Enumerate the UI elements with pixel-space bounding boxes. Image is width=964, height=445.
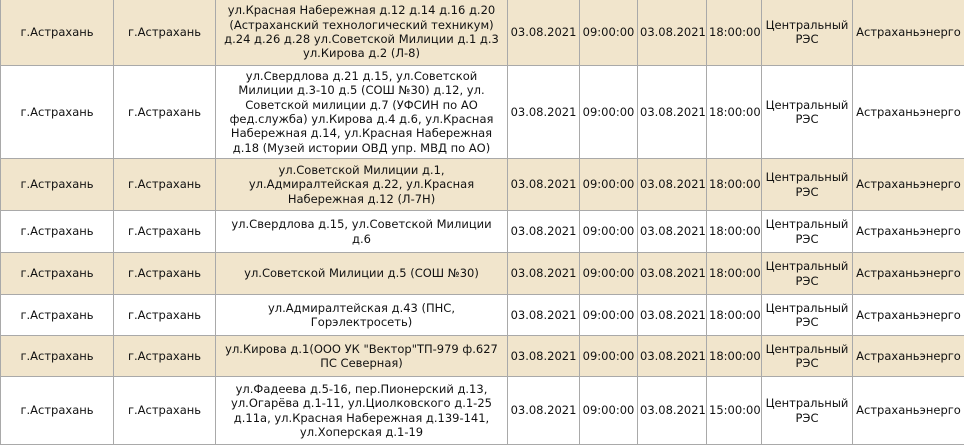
- address-cell: ул.Кирова д.1(ООО УК "Вектор"ТП-979 ф.627 ПС Северная): [216, 336, 508, 377]
- settlement-cell: г.Астрахань: [114, 253, 216, 295]
- table-row: [1, 377, 964, 445]
- res-cell: Центральный РЭС: [762, 253, 853, 295]
- start-time-cell: 09:00:00: [580, 253, 638, 295]
- start-date-cell: 03.08.2021: [508, 336, 580, 377]
- district-cell: г.Астрахань: [1, 211, 114, 253]
- district-cell: г.Астрахань: [1, 377, 114, 445]
- start-date-cell: 03.08.2021: [508, 377, 580, 445]
- table-row: [1, 0, 964, 66]
- res-cell: Центральный РЭС: [762, 211, 853, 253]
- district-cell: г.Астрахань: [1, 0, 114, 66]
- address-cell: ул.Советской Милиции д.5 (СОШ №30): [216, 253, 508, 295]
- start-time-cell: 09:00:00: [580, 336, 638, 377]
- res-cell: Центральный РЭС: [762, 0, 853, 66]
- company-cell: Астраханьэнерго: [853, 295, 964, 336]
- res-cell: Центральный РЭС: [762, 336, 853, 377]
- district-cell: г.Астрахань: [1, 295, 114, 336]
- address-cell: ул.Адмиралтейская д.43 (ПНС, Горэлектросеть): [216, 295, 508, 336]
- start-time-cell: 09:00:00: [580, 159, 638, 211]
- start-time-cell: 09:00:00: [580, 295, 638, 336]
- settlement-cell: г.Астрахань: [114, 66, 216, 159]
- end-date-cell: 03.08.2021: [638, 159, 707, 211]
- end-date-cell: 03.08.2021: [638, 211, 707, 253]
- address-cell: ул.Фадеева д.5-16, пер.Пионерский д.13, ул.Огарёва д.1-11, ул.Циолковского д.1-25 д.11а, ул.Красная Набережная д.139-141, ул.Хоперская д.1-19: [216, 377, 508, 445]
- table-row: [1, 159, 964, 211]
- start-date-cell: 03.08.2021: [508, 253, 580, 295]
- start-time-cell: 09:00:00: [580, 66, 638, 159]
- end-date-cell: 03.08.2021: [638, 295, 707, 336]
- start-date-cell: 03.08.2021: [508, 295, 580, 336]
- table-row: [1, 295, 964, 336]
- settlement-cell: г.Астрахань: [114, 0, 216, 66]
- company-cell: Астраханьэнерго: [853, 211, 964, 253]
- company-cell: Астраханьэнерго: [853, 66, 964, 159]
- district-cell: г.Астрахань: [1, 66, 114, 159]
- end-time-cell: 18:00:00: [707, 0, 762, 66]
- start-date-cell: 03.08.2021: [508, 0, 580, 66]
- company-cell: Астраханьэнерго: [853, 253, 964, 295]
- table-row: [1, 336, 964, 377]
- end-date-cell: 03.08.2021: [638, 336, 707, 377]
- end-date-cell: 03.08.2021: [638, 377, 707, 445]
- end-time-cell: 18:00:00: [707, 66, 762, 159]
- end-date-cell: 03.08.2021: [638, 66, 707, 159]
- company-cell: Астраханьэнерго: [853, 159, 964, 211]
- start-time-cell: 09:00:00: [580, 377, 638, 445]
- end-time-cell: 18:00:00: [707, 159, 762, 211]
- address-cell: ул.Свердлова д.15, ул.Советской Милиции д.6: [216, 211, 508, 253]
- address-cell: ул.Свердлова д.21 д.15, ул.Советской Милиции д.3-10 д.5 (СОШ №30) д.12, ул. Советской милиции д.7 (УФСИН по АО фед.служба) ул.Кирова д.4 д.6, ул.Красная Набережная д.14, ул.Красная Набережная д.18 (Музей истории ОВД упр. МВД по АО): [216, 66, 508, 159]
- table-row: [1, 66, 964, 159]
- start-time-cell: 09:00:00: [580, 0, 638, 66]
- table-row: [1, 253, 964, 295]
- res-cell: Центральный РЭС: [762, 295, 853, 336]
- start-time-cell: 09:00:00: [580, 211, 638, 253]
- res-cell: Центральный РЭС: [762, 66, 853, 159]
- end-time-cell: 15:00:00: [707, 377, 762, 445]
- start-date-cell: 03.08.2021: [508, 66, 580, 159]
- settlement-cell: г.Астрахань: [114, 377, 216, 445]
- company-cell: Астраханьэнерго: [853, 0, 964, 66]
- res-cell: Центральный РЭС: [762, 377, 853, 445]
- company-cell: Астраханьэнерго: [853, 336, 964, 377]
- table-row: [1, 211, 964, 253]
- end-time-cell: 18:00:00: [707, 336, 762, 377]
- res-cell: Центральный РЭС: [762, 159, 853, 211]
- address-cell: ул.Советской Милиции д.1, ул.Адмиралтейская д.22, ул.Красная Набережная д.12 (Л-7Н): [216, 159, 508, 211]
- settlement-cell: г.Астрахань: [114, 211, 216, 253]
- settlement-cell: г.Астрахань: [114, 336, 216, 377]
- company-cell: Астраханьэнерго: [853, 377, 964, 445]
- end-date-cell: 03.08.2021: [638, 253, 707, 295]
- district-cell: г.Астрахань: [1, 336, 114, 377]
- settlement-cell: г.Астрахань: [114, 295, 216, 336]
- end-time-cell: 18:00:00: [707, 295, 762, 336]
- start-date-cell: 03.08.2021: [508, 211, 580, 253]
- end-date-cell: 03.08.2021: [638, 0, 707, 66]
- start-date-cell: 03.08.2021: [508, 159, 580, 211]
- district-cell: г.Астрахань: [1, 253, 114, 295]
- district-cell: г.Астрахань: [1, 159, 114, 211]
- address-cell: ул.Красная Набережная д.12 д.14 д.16 д.20 (Астраханский технологический техникум) д.24 д.26 д.28 ул.Советской Милиции д.1 д.3 ул.Кирова д.2 (Л-8): [216, 0, 508, 66]
- settlement-cell: г.Астрахань: [114, 159, 216, 211]
- end-time-cell: 18:00:00: [707, 253, 762, 295]
- end-time-cell: 18:00:00: [707, 211, 762, 253]
